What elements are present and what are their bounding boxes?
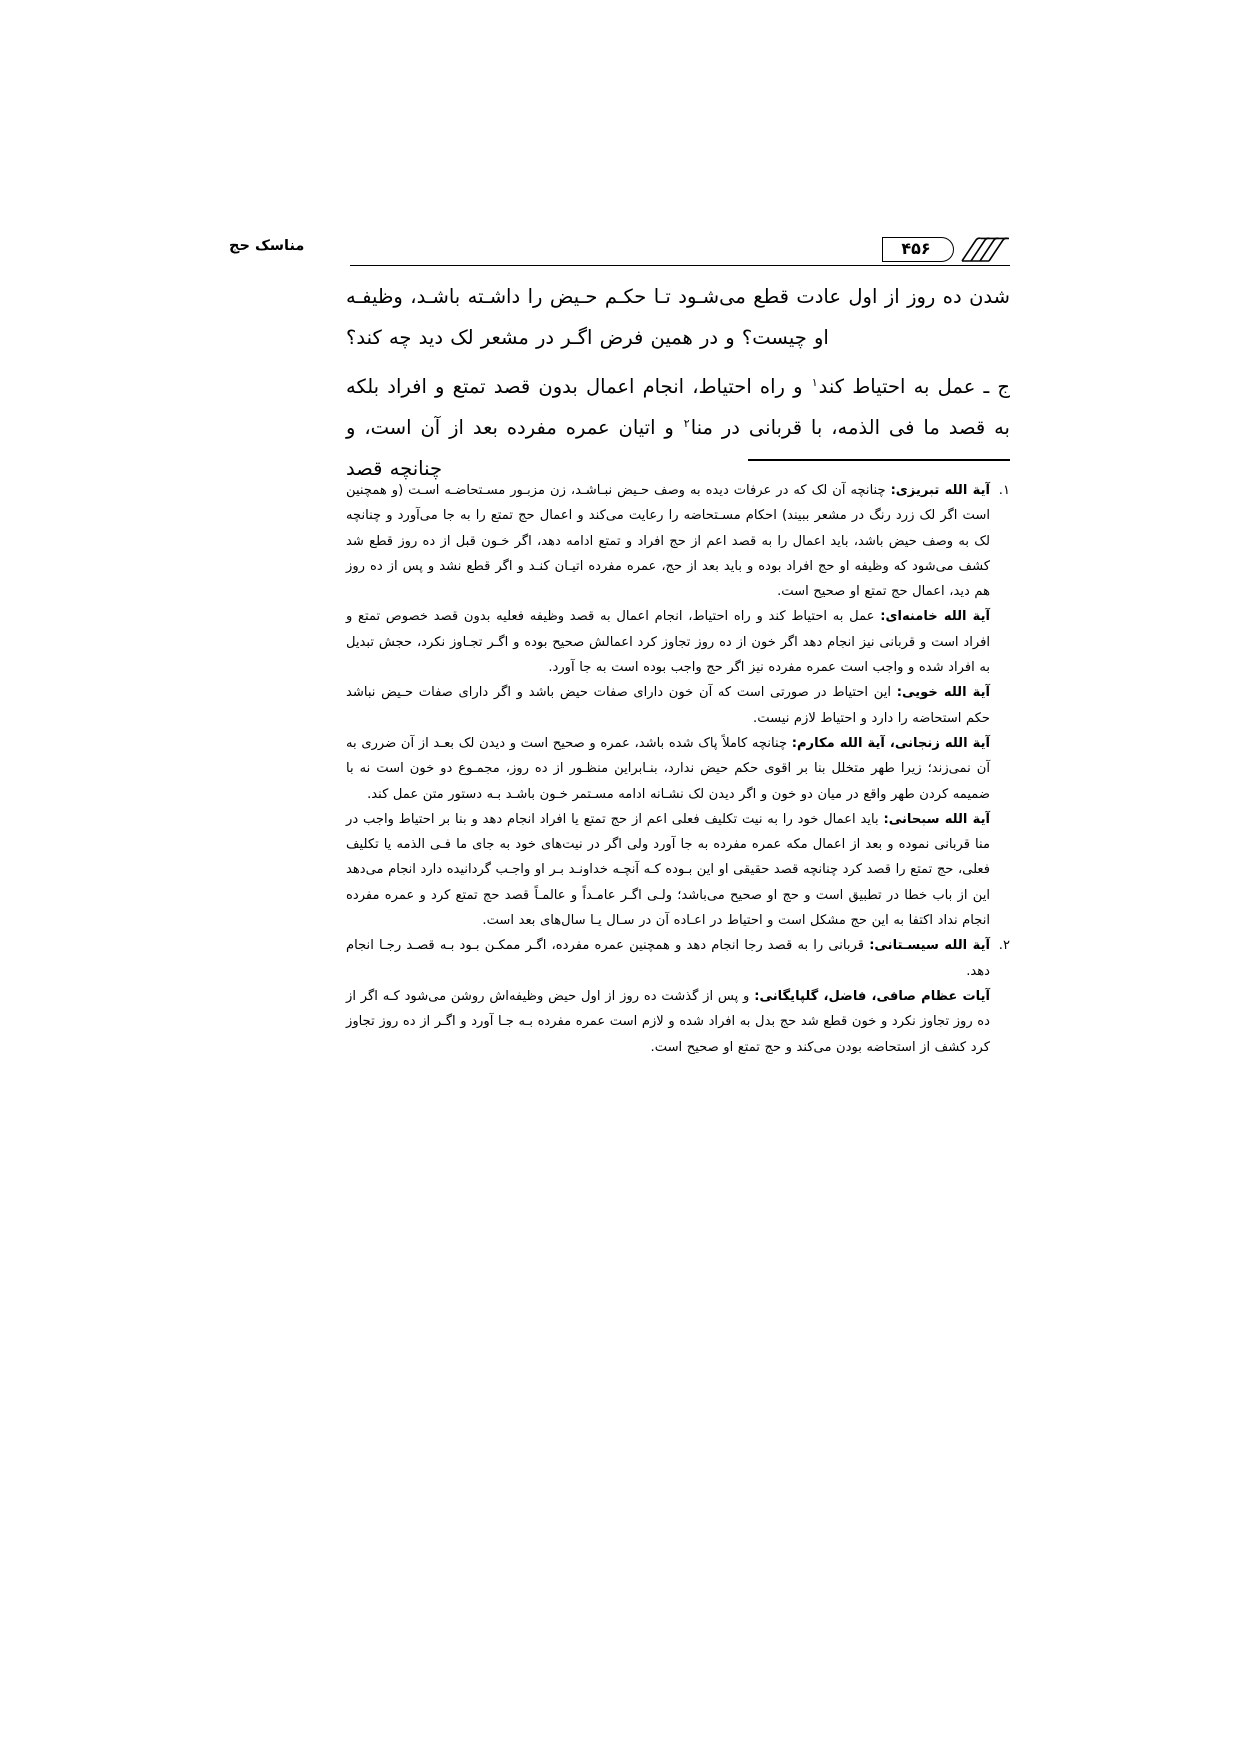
header-divider (350, 265, 1010, 266)
authority-ruling-text: این احتیاط در صورتی است که آن خون دارای صفات حیض باشد و اگر دارای صفات حـیض نباشد حکم استحاضه را دارد و احتیاط لازم نیست. (346, 685, 990, 726)
footnote-entry (346, 933, 990, 984)
authority-name: آیة الله سبحانی: (883, 811, 990, 827)
folio-group (882, 232, 1010, 266)
page-number: ۴۵۶ (901, 239, 931, 258)
footnote-item (346, 478, 1010, 933)
page-header (229, 232, 1010, 266)
footnote-marker: ۱. (998, 483, 1010, 498)
footnote-body (346, 933, 990, 1059)
diagonal-stripes-icon (952, 237, 1010, 262)
authority-ruling-text: قربانی را به قصد رجا انجام دهد و همچنین عمره مفرده، اگـر ممکـن بـود بـه قصـد رجـا انجام دهد. (346, 938, 990, 979)
footnote-section (346, 478, 1010, 1060)
body-paragraph-answer (346, 366, 1010, 489)
answer-text-part-2: و راه احتیاط، انجام اعمال بدون قصد تمتع و افراد بلکه به قصد ما فی الذمه، با قربانی در منا (346, 375, 1010, 439)
authority-name: آیة الله خامنه‌ای: (880, 609, 990, 625)
footnote-entry (346, 478, 990, 604)
authority-name: آیة الله خویی: (896, 685, 991, 701)
footnote-marker: ۲. (998, 938, 1010, 954)
authority-ruling-text: و پس از گذشت ده روز از اول حیض وظیفه‌اش روشن می‌شود کـه اگر از ده روز تجاوز نکرد و خون قطع شد حج بدل به افراد شده و لازم است عمره مفرده بـه جـا آورد و اگـر از ده روز تجاوز کرد کشف از استحاضه بودن می‌کند و حج تمتع او صحیح است. (346, 988, 990, 1055)
footnote-separator (748, 459, 1010, 461)
footnote-entry (346, 680, 990, 731)
footnote-entry (346, 604, 990, 680)
authority-ruling-text: چنانچه آن لک که در عرفات دیده به وصف حـیض نبـاشـد، زن مزبـور مسـتحاضـه اسـت (و همچنین است اگر لک زرد رنگ در مشعر ببیند) احکام مسـتحاضه را رعایت می‌کند و اعمال حج تمتع را به جا می‌آورد و چنانچه لک به وصف حیض باشد، باید اعمال را به قصد اعم از حج افراد و تمتع ادامه دهد، اگر خـون قبل از ده روز قطع شد کشف می‌شود که وظیفه او حج افراد بوده و باید بعد از حج، عمره مفرده اتیـان کنـد و اگر قطع نشد و پس از ده روز هم دید، اعمال حج تمتع او صحیح است. (346, 483, 990, 600)
page-number-badge (882, 237, 954, 262)
authority-ruling-text: باید اعمال خود را به نیت تکلیف فعلی اعم از حج تمتع یا افراد انجام دهد و بنا بر احتیاط واجب در منا قربانی نموده و بعد از اعمال مکه عمره مفرده به جا آورد ولی اگر در نیت‌های خود به جای ما فـی الذمه یا تکلیف فعلی، حج تمتع را قصد کرد چنانچه قصد حقیقی او این بـوده کـه آنچـه خداونـد بـر او واجـب گردانیده دارد انجام می‌دهد این از باب خطا در تطبیق است و حج او صحیح می‌باشد؛ ولـی اگـر عامـداً و عالمـاً قصد حج تمتع کرد و عمره مفرده انجام نداد اکتفا به این حج مشکل است و احتیاط در اعـاده آن در سـال یـا سال‌های بعد است. (346, 811, 990, 929)
authority-name: آیة الله سیسـتانی: (869, 938, 990, 954)
authority-name: آیة الله زنجانی، آیة الله مکارم: (791, 735, 990, 751)
authority-ruling-text: چنانچه کاملاً پاک شده باشد، عمره و صحیح است و دیدن لک بعـد از آن ضرری به آن نمی‌زند؛ زیرا طهر متخلل بنا بر اقوی حکم حیض ندارد، بنـابراین منظـور از ده روز، مجمـوع دو خون است نه با ضمیمه کردن طهر واقع در میان دو خون و اگر دیدن لک نشـانه ادامه مسـتمر خـون باشـد بـه دستور متن عمل کند. (346, 735, 990, 802)
body-paragraph-question: شدن ده روز از اول عادت قطع می‌شـود تـا حکـم حـیض را داشـته باشـد، وظیفـه او چیست؟ و در همین فرض اگـر در مشعر لک دید چه کند؟ (346, 285, 1010, 349)
footnote-entry (346, 731, 990, 807)
footnote-item (346, 933, 1010, 1059)
running-title: مناسک حج (229, 238, 305, 254)
footnote-ref-2[interactable]: ۲ (683, 416, 690, 430)
authority-name: آیات عظام صافی، فاضل، گلپایگانی: (754, 988, 991, 1004)
answer-text-part-3: و اتیان عمره مفرده بعد از آن است، و چنانچه قصد (346, 416, 683, 480)
footnote-body (346, 478, 990, 933)
footnote-entry (346, 807, 990, 933)
footnote-entry (346, 984, 990, 1060)
footnote-ref-1[interactable]: ۱ (811, 375, 818, 389)
authority-name: آیة الله تبریزی: (890, 483, 990, 498)
authority-ruling-text: عمل به احتیاط کند و راه احتیاط، انجام اعمال به قصد وظیفه فعلیه بدون قصد خصوص تمتع و افراد است و قربانی نیز انجام دهد اگر خون از ده روز تجاوز کرد اعمالش صحیح بوده و اگـر تجـاوز نکرد، حجش تبدیل به افراد شده و واجب است عمره مفرده نیز اگر حج واجب بوده است به جا آورد. (346, 609, 990, 676)
answer-text-part-1: ج ـ عمل به احتیاط کند (818, 375, 1010, 398)
